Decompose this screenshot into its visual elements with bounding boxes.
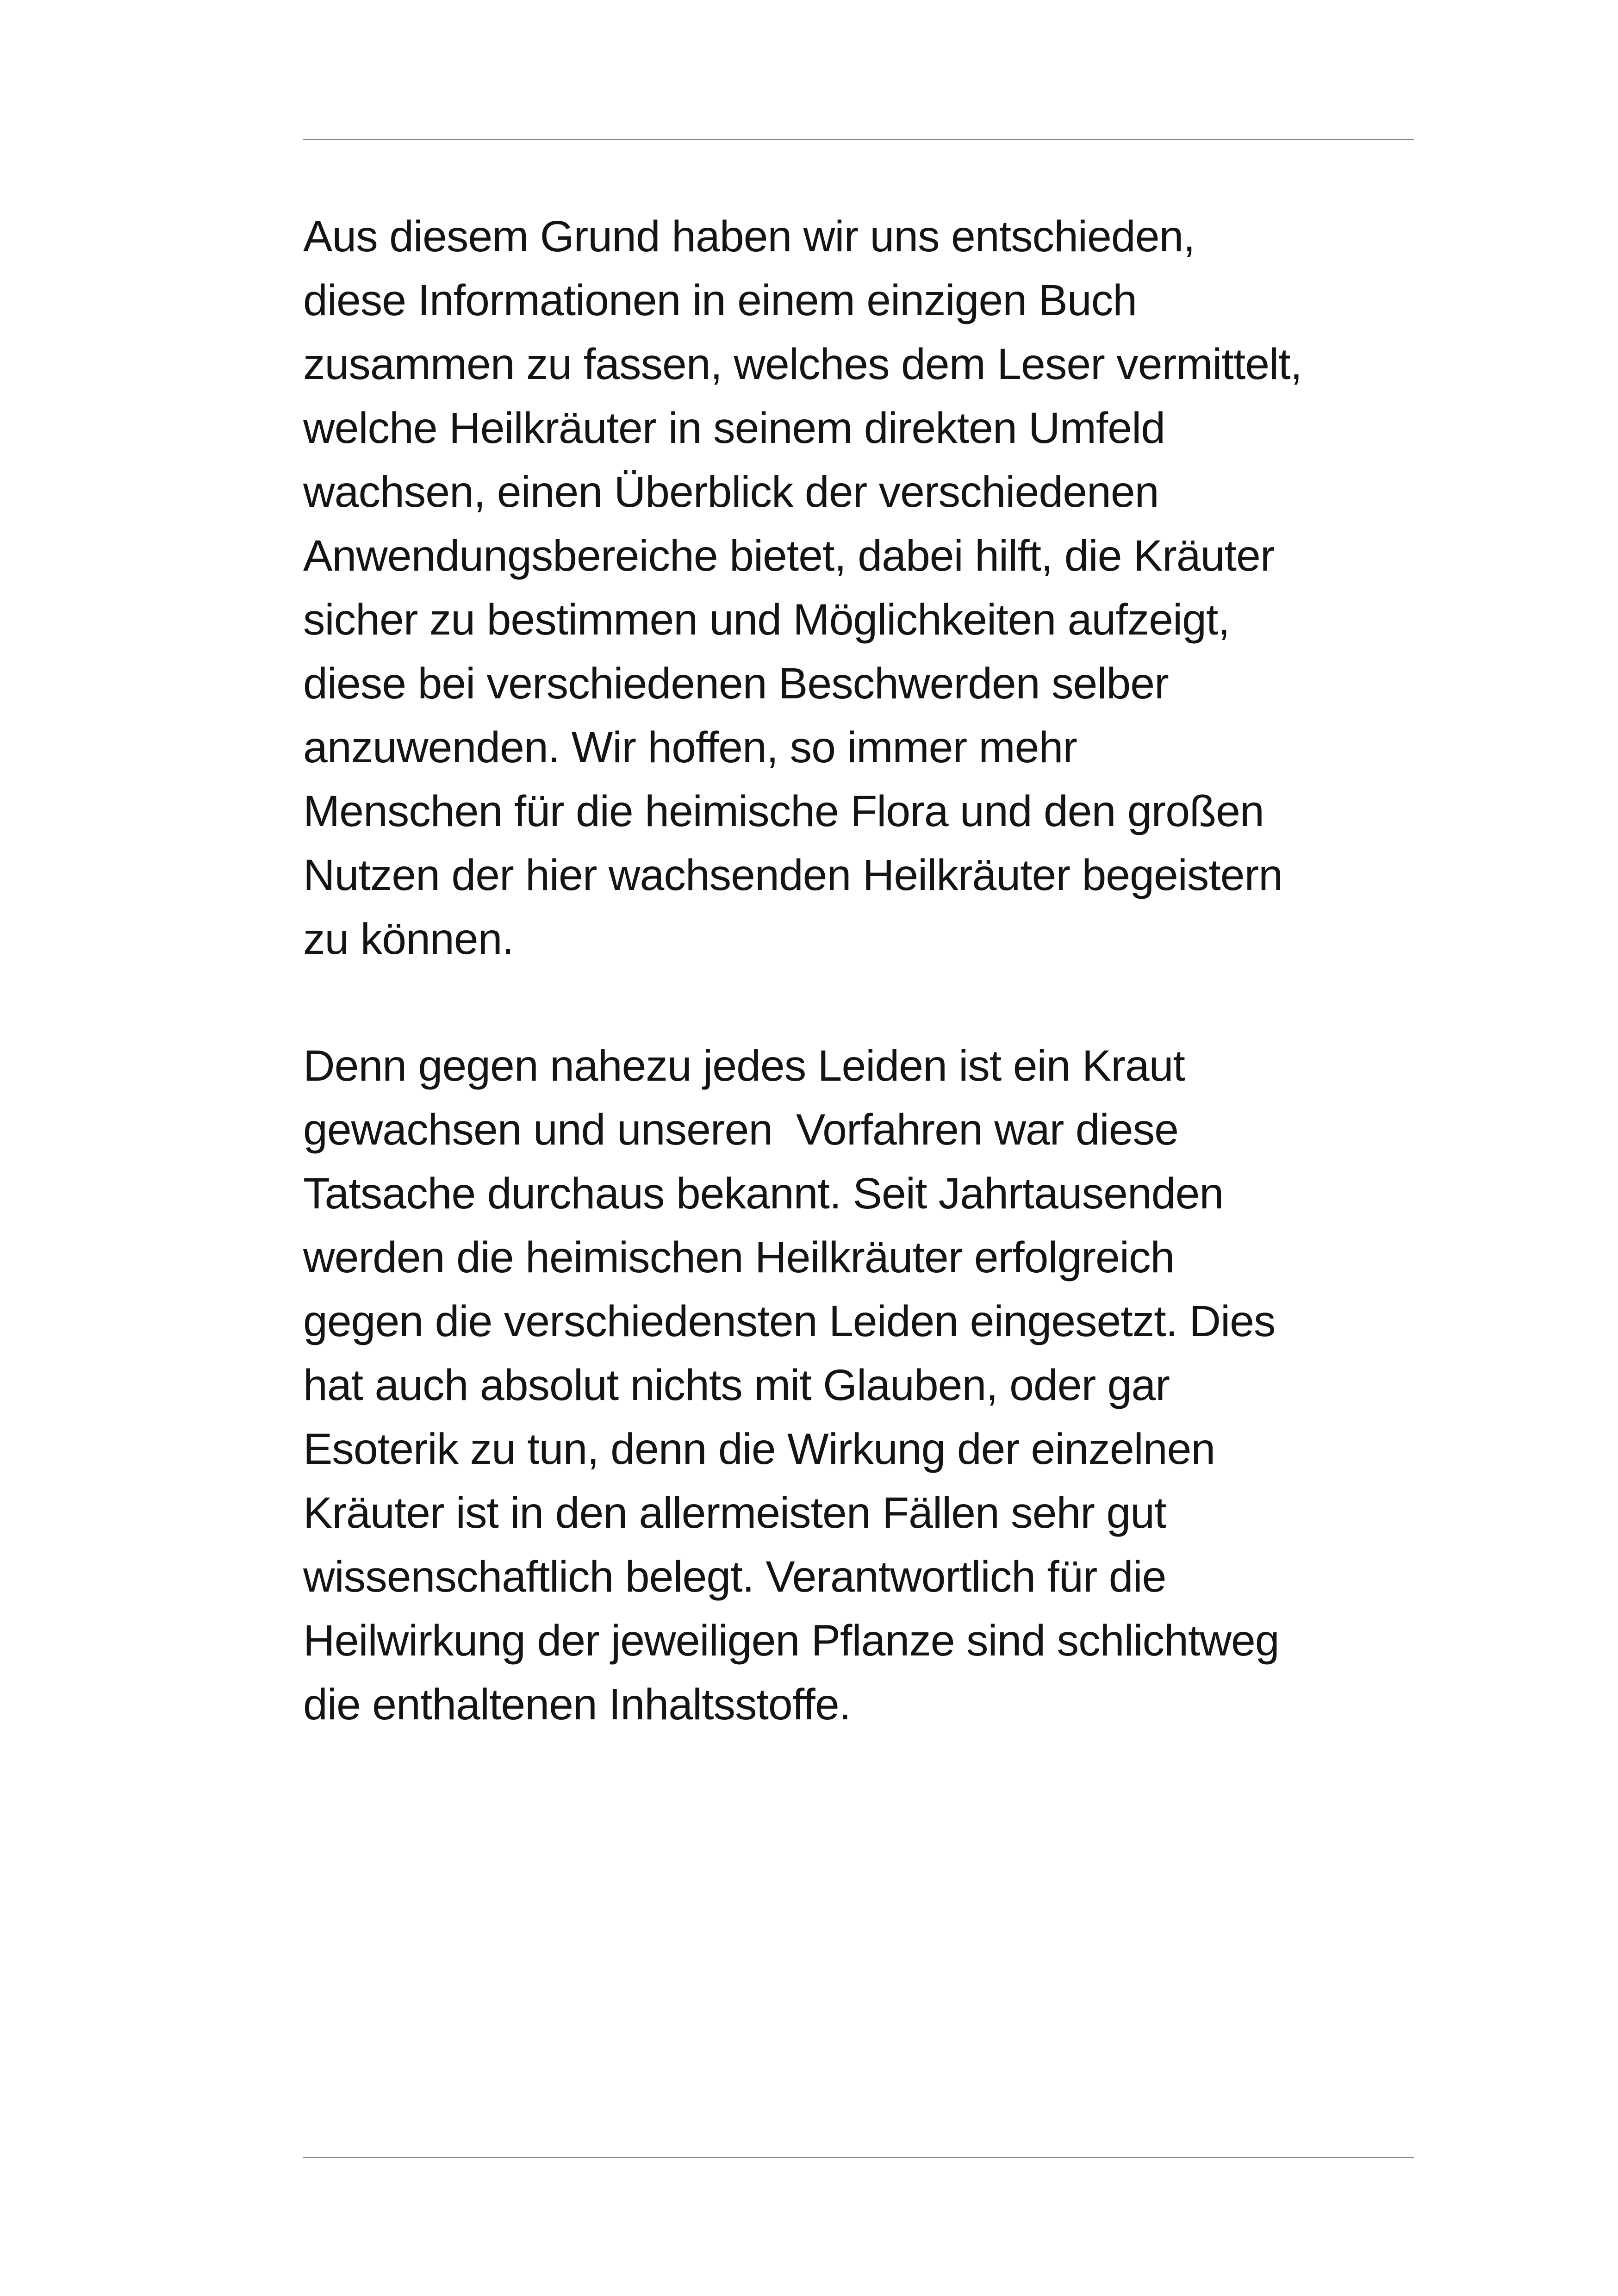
text-line: gegen die verschiedensten Leiden eingesetzt. Dies xyxy=(303,1297,1276,1346)
text-line: welche Heilkräuter in seinem direkten Umfeld xyxy=(303,404,1165,453)
text-line: Heilwirkung der jeweiligen Pflanze sind schlichtweg xyxy=(303,1616,1279,1665)
text-line: diese bei verschiedenen Beschwerden selber xyxy=(303,659,1169,708)
text-line: werden die heimischen Heilkräuter erfolgreich xyxy=(303,1233,1175,1282)
footer-rule xyxy=(303,2157,1414,2158)
text-line: diese Informationen in einem einzigen Buch xyxy=(303,276,1137,325)
text-line: hat auch absolut nichts mit Glauben, oder gar xyxy=(303,1361,1170,1410)
text-line: zusammen zu fassen, welches dem Leser vermittelt, xyxy=(303,340,1302,389)
text-line: Anwendungsbereiche bietet, dabei hilft, die Kräuter xyxy=(303,531,1275,580)
text-line: Denn gegen nahezu jedes Leiden ist ein Kraut xyxy=(303,1041,1185,1090)
text-line: Aus diesem Grund haben wir uns entschieden, xyxy=(303,212,1195,261)
text-line: Tatsache durchaus bekannt. Seit Jahrtausenden xyxy=(303,1169,1224,1218)
text-line: gewachsen und unseren Vorfahren war diese xyxy=(303,1105,1178,1154)
paragraph-2 xyxy=(303,1034,1423,1736)
text-line: Menschen für die heimische Flora und den großen xyxy=(303,787,1264,836)
text-line: Kräuter ist in den allermeisten Fällen sehr gut xyxy=(303,1488,1166,1537)
text-line: die enthaltenen Inhaltsstoffe. xyxy=(303,1680,851,1729)
text-line: zu können. xyxy=(303,915,514,964)
text-line: wissenschaftlich belegt. Verantwortlich für die xyxy=(303,1552,1166,1601)
text-line: Esoterik zu tun, denn die Wirkung der einzelnen xyxy=(303,1425,1215,1474)
text-line: wachsen, einen Überblick der verschiedenen xyxy=(303,467,1159,516)
text-line: Nutzen der hier wachsenden Heilkräuter begeistern xyxy=(303,851,1283,900)
text-line: sicher zu bestimmen und Möglichkeiten aufzeigt, xyxy=(303,595,1230,644)
paragraph-1 xyxy=(303,205,1423,971)
header-rule xyxy=(303,139,1414,140)
text-line: anzuwenden. Wir hoffen, so immer mehr xyxy=(303,723,1077,772)
